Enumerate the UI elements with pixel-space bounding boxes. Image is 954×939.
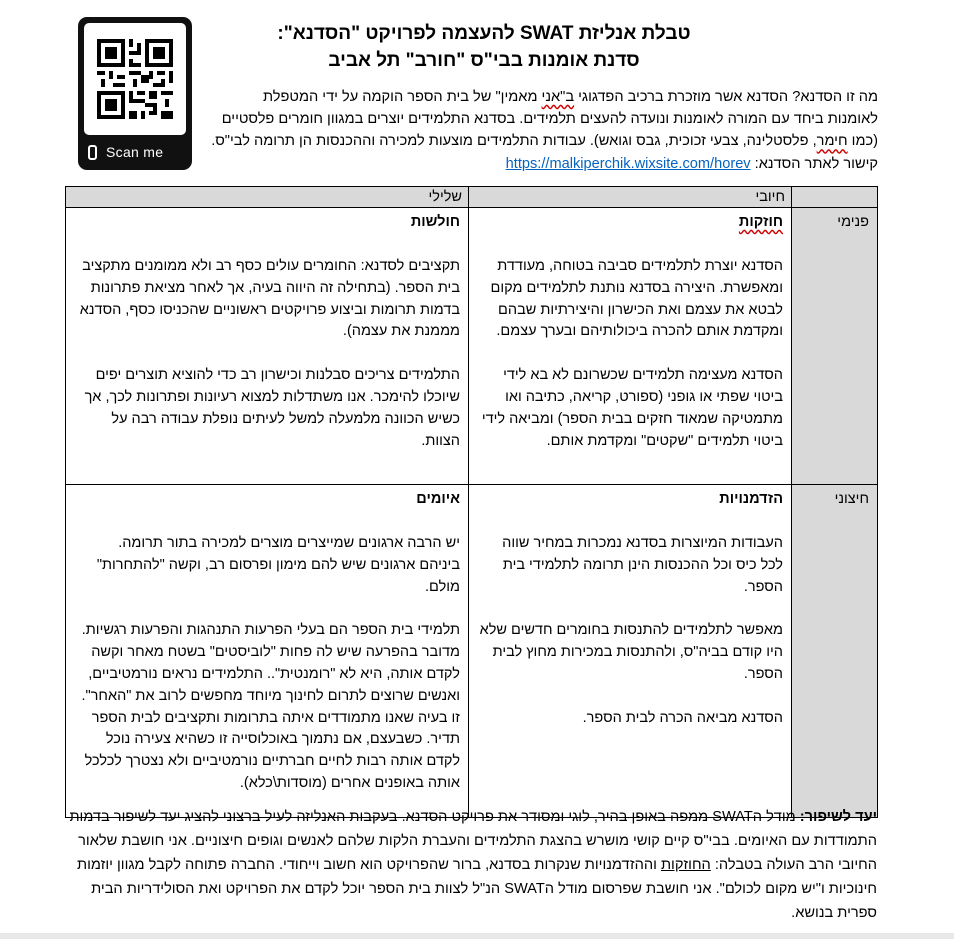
- qr-code-icon: [84, 23, 186, 135]
- improvement-goal-label: יעד לשיפור:: [799, 809, 877, 825]
- weaknesses-title: חולשות: [410, 214, 460, 230]
- table-row-internal: [66, 208, 878, 485]
- weaknesses-paragraph-1: תקציבים לסדנא: החומרים עולים כסף רב ולא ממומנים מתקציב בית הספר. (בתחילה זה היווה בעיה, אך לאחר מציאת פתרונות בדמות תרומות וביצוע פרויקטים ראשוניים שהכניסו כסף, הסדנא מממנת את עצמה).: [79, 258, 460, 340]
- opportunities-paragraph-2: מאפשר לתלמידים להתנסות בחומרים חדשים שלא היו קודם בביה"ס, ולהתנסות במכירות מחוץ לבית הספר.: [479, 622, 783, 682]
- title-line-1: טבלת אנליזת SWAT להעצמה לפרויקט "הסדנא":: [277, 23, 691, 44]
- opportunities-title: הזדמנויות: [719, 491, 783, 507]
- weaknesses-paragraph-2: התלמידים צריכים סבלנות וכישרון רב כדי להוציא תוצרים יפים שיוכלו להימכר. אנו משתדלות למצוא רעיונות ופתרונות לכך, אך כשיש הכוונה מלמעלה למשל לעיתים נופלת עבודה רבה על הצוות.: [84, 367, 460, 449]
- improvement-goal-paragraph: [65, 805, 877, 925]
- opportunities-paragraph-1: העבודות המיוצרות בסדנא נמכרות במחיר שווה לכל כיס וכל ההכנסות הינן תרומה לתלמידי בית הספר.: [502, 535, 783, 595]
- threats-title: איומים: [416, 491, 460, 507]
- strengths-cell: [469, 208, 792, 485]
- header-negative: שלילי: [66, 187, 469, 208]
- bottom-scroll-edge: [0, 933, 954, 939]
- table-header-row: [66, 187, 878, 208]
- table-row-external: [66, 485, 878, 818]
- threats-paragraph-2: תלמידי בית הספר הם בעלי הפרעות התנהגות והפרעות רגשיות. מדובר בהפרעה שיש לה פחות "לוביסטים" בשטח מאחר וקשה לקדם אותה, היא לא "רומנטית".. התלמידים נראים נורמטיביים, ואנשים שרוצים לתרום לחינוך מיוחד מחפשים לרוב את "האחר". זו בעיה שאנו מתמודדים איתה בתרומות ותקציבים לבית הספר תדיר. כשבעצם, אם נתמוך באוכלוסייה זו כשהיא צעירה נוכל לקדם אותה רבות לחיים חברתיים נורמטיביים ולא נצטרך לכלכל אותה באופנים אחרים (מוסדות\כלא).: [81, 622, 460, 791]
- intro-spellcheck-2: חימר: [816, 133, 848, 150]
- intro-paragraph: [210, 86, 878, 175]
- header-corner: [792, 187, 878, 208]
- row-label-internal: פנימי: [792, 208, 878, 485]
- qr-footer: [78, 141, 192, 167]
- qr-code-badge[interactable]: [78, 17, 192, 170]
- row-label-external: חיצוני: [792, 485, 878, 818]
- threats-cell: [66, 485, 469, 818]
- intro-text-1: מה זו הסדנא? הסדנא אשר מוזכרת ברכיב הפדגוגי: [574, 89, 878, 105]
- phone-icon: [88, 145, 97, 160]
- workshop-link[interactable]: https://malkiperchik.wixsite.com/horev: [505, 155, 751, 172]
- intro-text-3: , פלסטלינה, צבעי זכוכית, גבס וגואש). עבודות התלמידים מוצעות למכירה וההכנסות הן תרומה לבי"ס. קישור לאתר הסדנא:: [211, 133, 878, 172]
- title-line-2: סדנת אומנות בבי"ס "חורב" תל אביב: [328, 50, 640, 71]
- swat-table: [65, 186, 878, 818]
- closing-text-2: וההזדמנויות שנקרות בסדנא, ברור שהפרויקט הוא חשוב וייחודי. החברה פתוחה לקבל מגוון יוזמות חינוכיות ו"יש מקום לכולם". אני חושבת שפרסום מודל הSWAT הנ"ל לצוות בית הספר יוכל לקדם את הפרויקט ואת הסולידריות הבית ספרית בנושא.: [77, 857, 877, 921]
- header-positive: חיובי: [469, 187, 792, 208]
- page-title: [204, 20, 764, 74]
- opportunities-cell: [469, 485, 792, 818]
- weaknesses-cell: [66, 208, 469, 485]
- intro-spellcheck-1: ב"אני: [541, 89, 575, 105]
- strengths-title: חוזקות: [738, 214, 783, 230]
- closing-text-1: מודל הSWAT ממפה באופן בהיר, לוגי ומסודר את פרויקט הסדנא. בעקבות האנליזה לעיל ברצוני להציג יעד לשיפור בדמות התמודדות עם האיומים. בבי"ס קיים קושי מושרש בהצגת התלמידים והעברת הלקות שלהם לאנשים וגופים חיצוניים. אני חושבת שלאור החיובי הרב העולה בטבלה:: [69, 809, 877, 873]
- strengths-paragraph-1: הסדנא יוצרת לתלמידים סביבה בטוחה, מעודדת ומאפשרת. היצירה בסדנא נותנת לתלמידים מקום לבטא את עצמם ואת הכישרון והיצירתיות שבהם ומקדמת אותם להכרה ביכולותיהם ובערך עצמם.: [490, 258, 783, 340]
- closing-underlined: החוזקות: [660, 857, 711, 873]
- opportunities-paragraph-3: הסדנא מביאה הכרה לבית הספר.: [582, 709, 783, 726]
- scan-me-label: Scan me: [106, 144, 164, 160]
- intro-text-2: מאמין" של בית הספר הוקמה על ידי המטפלת לאומנות ביחד עם המורה לאומנות ונועדה להעצים תלמידים. בסדנא התלמידים יוצרים במגוון חומרים פלסטיים (כמו: [221, 89, 878, 150]
- threats-paragraph-1: יש הרבה ארגונים שמייצרים מוצרים למכירה בתור תרומה. ביניהם ארגונים שיש להם מימון ופרסום רב, וקשה "להתחרות" מולם.: [96, 535, 460, 595]
- strengths-paragraph-2: הסדנא מעצימה תלמידים שכשרונם לא בא לידי ביטוי שפתי או גופני (ספורט, קריאה, כתיבה ואו מתמטיקה שמאוד חזקים בבית הספר) ומביאה לידי ביטוי תלמידים "שקטים" ומקדמת אותם.: [481, 367, 783, 449]
